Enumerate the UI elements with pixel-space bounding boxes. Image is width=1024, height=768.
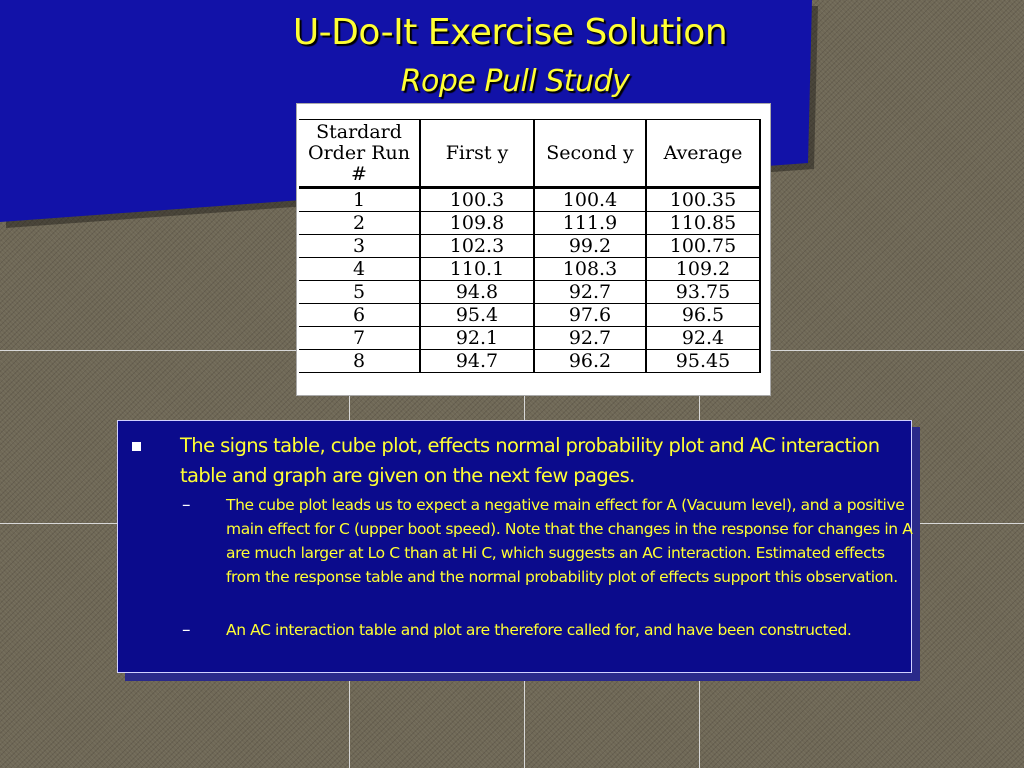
cell-second-y: 96.2	[534, 350, 646, 373]
cell-first-y: 94.7	[420, 350, 534, 373]
table-row	[299, 235, 760, 258]
sub-bullet-text: The cube plot leads us to expect a negative main effect for A (Vacuum level), and a positive main effect for C (upper boot speed). Note that the changes in the response for changes in A are much larger at Lo C than at Hi C, which suggests an AC interaction. Estimated effects from the response table and the normal probability plot of effects support this observation.	[226, 496, 913, 586]
cell-average: 95.45	[646, 350, 760, 373]
column-header-run: Stardard Order Run #	[299, 120, 420, 188]
cell-run: 6	[299, 304, 420, 327]
runs-table	[299, 119, 761, 373]
table-row	[299, 188, 760, 212]
sub-bullet-text: An AC interaction table and plot are therefore called for, and have been constructed.	[226, 621, 852, 639]
table-panel	[296, 103, 771, 396]
cell-first-y: 92.1	[420, 327, 534, 350]
bullet-text: The signs table, cube plot, effects normal probability plot and AC interaction table and graph are given on the next few pages.	[180, 434, 880, 487]
cell-first-y: 110.1	[420, 258, 534, 281]
cell-second-y: 99.2	[534, 235, 646, 258]
table-row	[299, 327, 760, 350]
cell-run: 2	[299, 212, 420, 235]
slide-title: U-Do-It Exercise Solution	[292, 12, 728, 53]
table-header-row	[299, 120, 760, 188]
cell-second-y: 92.7	[534, 327, 646, 350]
table-row	[299, 350, 760, 373]
table-row	[299, 281, 760, 304]
content-box	[117, 420, 912, 673]
table-row	[299, 258, 760, 281]
dash-bullet-icon: –	[182, 620, 191, 640]
cell-first-y: 109.8	[420, 212, 534, 235]
cell-run: 3	[299, 235, 420, 258]
cell-average: 92.4	[646, 327, 760, 350]
cell-second-y: 97.6	[534, 304, 646, 327]
cell-average: 109.2	[646, 258, 760, 281]
cell-second-y: 111.9	[534, 212, 646, 235]
table-row	[299, 304, 760, 327]
slide-subtitle: Rope Pull Study	[400, 64, 630, 99]
cell-average: 100.35	[646, 188, 760, 212]
cell-average: 100.75	[646, 235, 760, 258]
cell-second-y: 92.7	[534, 281, 646, 304]
cell-run: 1	[299, 188, 420, 212]
cell-second-y: 100.4	[534, 188, 646, 212]
column-header-average: Average	[646, 120, 760, 188]
cell-run: 7	[299, 327, 420, 350]
cell-second-y: 108.3	[534, 258, 646, 281]
cell-first-y: 102.3	[420, 235, 534, 258]
cell-average: 110.85	[646, 212, 760, 235]
dash-bullet-icon: –	[182, 495, 191, 515]
cell-first-y: 100.3	[420, 188, 534, 212]
cell-first-y: 95.4	[420, 304, 534, 327]
square-bullet-icon	[132, 442, 141, 451]
cell-average: 96.5	[646, 304, 760, 327]
cell-run: 4	[299, 258, 420, 281]
cell-run: 8	[299, 350, 420, 373]
column-header-second-y: Second y	[534, 120, 646, 188]
table-row	[299, 212, 760, 235]
column-header-first-y: First y	[420, 120, 534, 188]
cell-average: 93.75	[646, 281, 760, 304]
cell-first-y: 94.8	[420, 281, 534, 304]
cell-run: 5	[299, 281, 420, 304]
